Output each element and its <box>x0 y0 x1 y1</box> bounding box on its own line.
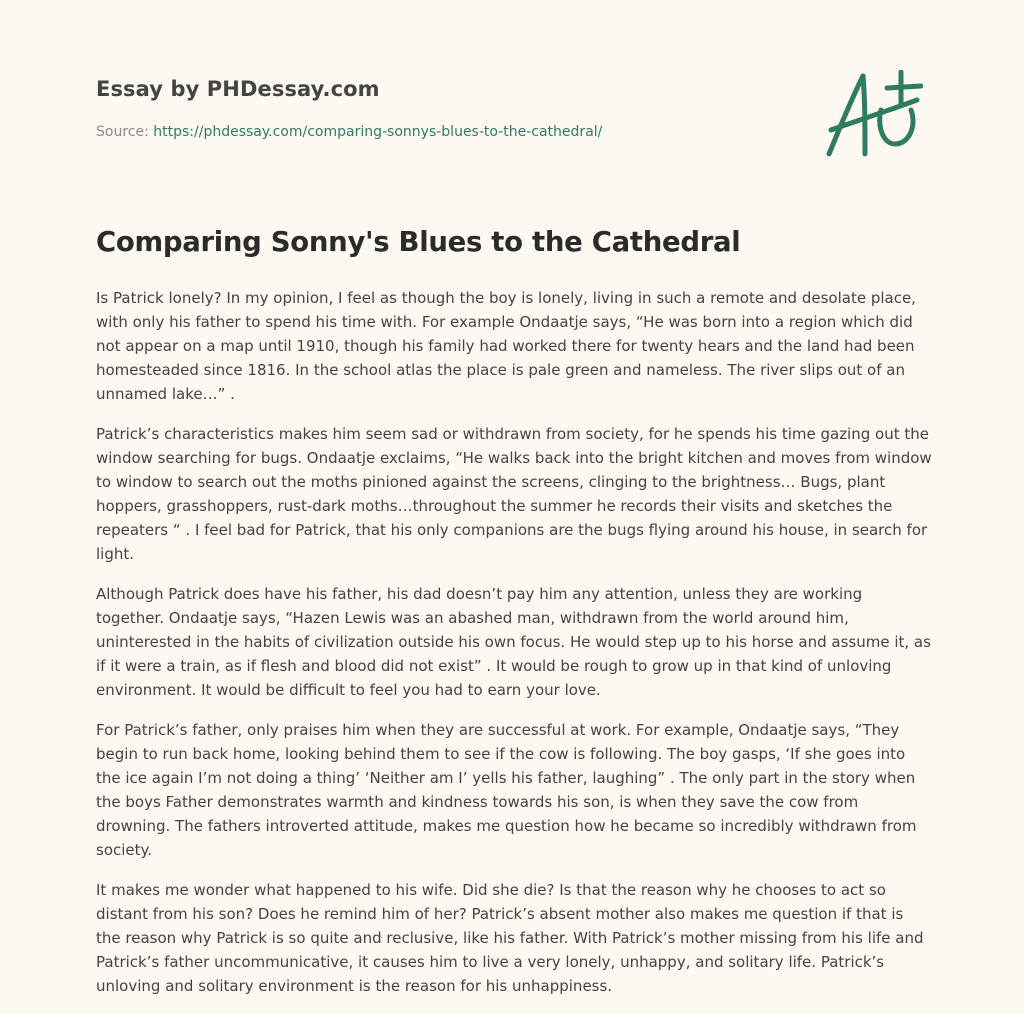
site-title: Essay by PHDessay.com <box>96 77 380 101</box>
essay-paragraph: Is Patrick lonely? In my opinion, I feel as though the boy is lonely, living in such a remote and desolate place, with only his father to spend his time with. For example Ondaatje says, “He was born into a region which did not appear on a map until 1910, though his family had worked there for twenty hears and the land had been homesteaded since 1816. In the school atlas the place is pale green and nameless. The river slips out of an unnamed lake…” . <box>96 289 916 403</box>
essay-title: Comparing Sonny's Blues to the Cathedral <box>96 226 741 258</box>
essay-paragraph: For Patrick’s father, only praises him when they are successful at work. For example, Ondaatje says, “They begin to run back home, looking behind them to see if the cow is following. The boy gasps, ‘If she goes into the ice again I’m not doing a thing’ ‘Neither am I’ yells his father, laughing” . The only part in the story when the boys Father demonstrates warmth and kindness towards his son, is when they save the cow from drowning. The fathers introverted attitude, makes me question how he became so incredibly withdrawn from society. <box>96 721 917 859</box>
essay-paragraph: It makes me wonder what happened to his wife. Did she die? Is that the reason why he chooses to act so distant from his son? Does he remind him of her? Patrick’s absent mother also makes me question if that is the reason why Patrick is so quite and reclusive, like his father. With Patrick’s mother missing from his life and Patrick’s father uncommunicative, it causes him to live a very lonely, unhappy, and solitary life. Patrick’s unloving and solitary environment is the reason for his unhappiness. <box>96 881 924 995</box>
source-line <box>96 124 602 140</box>
essay-paragraph: Patrick’s characteristics makes him seem sad or withdrawn from society, for he spends his time gazing out the window searching for bugs. Ondaatje exclaims, “He walks back into the bright kitchen and moves from window to window to search out the moths pinioned against the screens, clinging to the brightness… Bugs, plant hoppers, grasshoppers, rust-dark moths…throughout the summer he records their visits and sketches the repeaters “ . I feel bad for Patrick, that his only companions are the bugs flying around his house, in search for light. <box>96 425 932 563</box>
essay-body <box>96 286 932 1014</box>
a-plus-logo-icon <box>823 70 923 162</box>
source-link[interactable]: https://phdessay.com/comparing-sonnys-blues-to-the-cathedral/ <box>153 124 603 140</box>
source-label: Source: <box>96 124 149 140</box>
page-header <box>96 74 936 174</box>
essay-paragraph: Although Patrick does have his father, his dad doesn’t pay him any attention, unless they are working together. Ondaatje says, “Hazen Lewis was an abashed man, withdrawn from the world around him, uninterested in the habits of civilization outside his own focus. He would step up to his horse and assume it, as if it were a train, as if flesh and blood did not exist” . It would be rough to grow up in that kind of unloving environment. It would be difficult to feel you had to earn your love. <box>96 585 931 699</box>
